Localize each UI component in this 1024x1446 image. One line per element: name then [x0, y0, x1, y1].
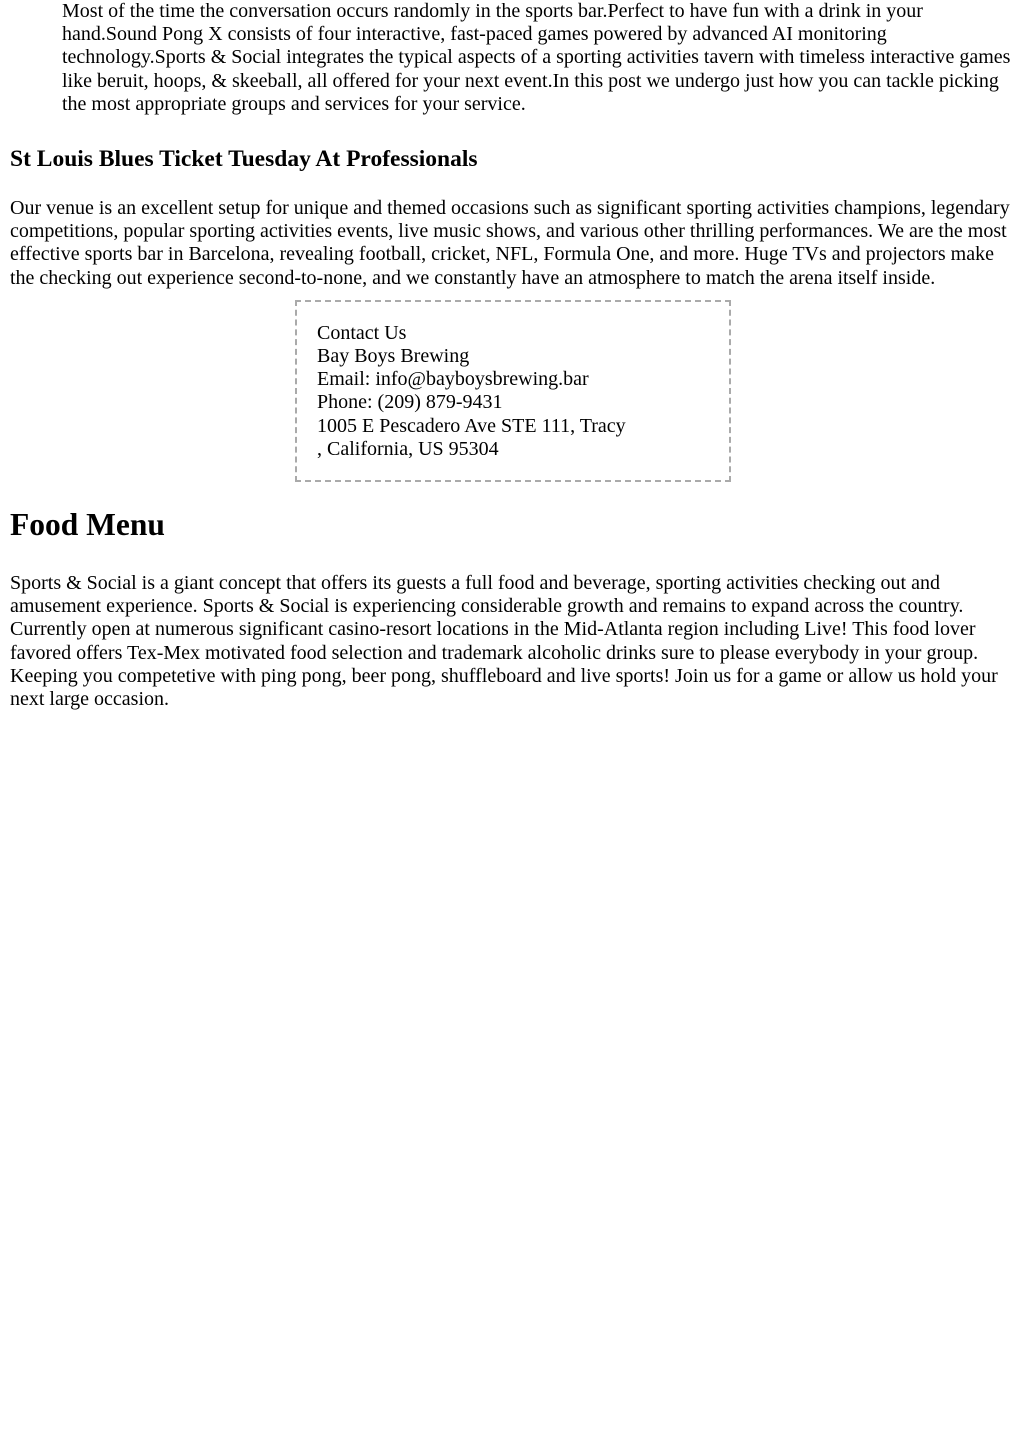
- page-content: [0, 0, 1024, 711]
- contact-address-line-2: , California, US 95304: [317, 437, 499, 460]
- intro-paragraph: Most of the time the conversation occurs randomly in the sports bar.Perfect to have fun with a drink in your hand.Sound Pong X consists of four interactive, fast-paced games powered by advanced AI monitoring technology.Sports & Social integrates the typical aspects of a sporting activities tavern with timeless interactive games like beruit, hoops, & skeeball, all offered for your next event.In this post we undergo just how you can tackle picking the most appropriate groups and services for your service.: [62, 0, 1011, 115]
- contact-email: Email: info@bayboysbrewing.bar: [317, 368, 589, 391]
- food-menu-heading: Food Menu: [10, 507, 165, 543]
- contact-box: [295, 300, 731, 482]
- contact-business-name: Bay Boys Brewing: [317, 345, 470, 368]
- contact-title: Contact Us: [317, 321, 407, 344]
- contact-address-line-1: 1005 E Pescadero Ave STE 111, Tracy: [317, 414, 626, 437]
- venue-paragraph: Our venue is an excellent setup for unique and themed occasions such as significant sporting activities champions, legendary competitions, popular sporting activities events, live music shows, and various other thrilling performances. We are the most effective sports bar in Barcelona, revealing football, cricket, NFL, Formula One, and more. Huge TVs and projectors make the checking out experience second-to-none, and we constantly have an atmosphere to match the arena itself inside.: [10, 197, 1010, 289]
- food-menu-paragraph: Sports & Social is a giant concept that offers its guests a full food and beverage, sporting activities checking out and amusement experience. Sports & Social is experiencing considerable growth and remains to expand across the country. Currently open at numerous significant casino-resort locations in the Mid-Atlanta region including Live! This food lover favored offers Tex-Mex motivated food selection and trademark alcoholic drinks sure to please everybody in your group. Keeping you competetive with ping pong, beer pong, shuffleboard and live sports! Join us for a game or allow us hold your next large occasion.: [10, 572, 998, 711]
- blues-ticket-heading: St Louis Blues Ticket Tuesday At Professionals: [10, 146, 478, 173]
- contact-phone: Phone: (209) 879-9431: [317, 391, 503, 414]
